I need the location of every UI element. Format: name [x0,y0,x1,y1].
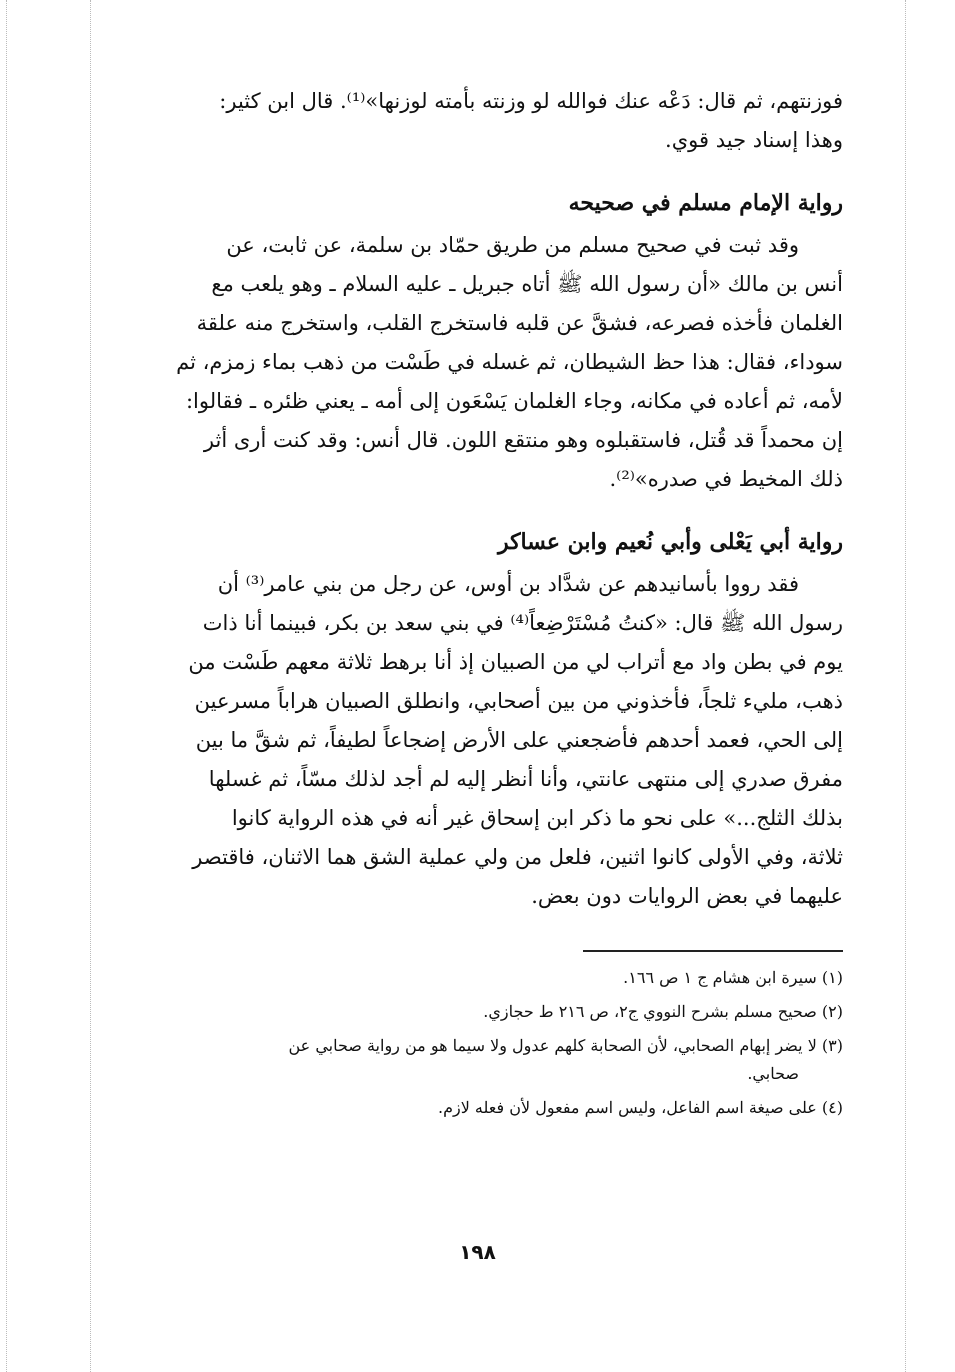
text-line: يوم في بطن واد مع أتراب لي من الصبيان إذ أنا برهط ثلاثة معهم طَسْت من [188,650,843,674]
section-heading-abu-yala: رواية أبي يَعْلى وأبي نُعيم وابن عساكر [497,529,843,555]
text-line: ثلاثة، وفي الأولى كانوا اثنين، فلعل من ولي عملية الشق هما الاثنان، فاقتصر [192,845,843,869]
intro-line-2: وهذا إسناد جيد قوي. [665,128,843,152]
section-abu-yala-paragraph [138,565,843,916]
scan-edge-left [6,0,7,1372]
text-line: فقد رووا بأسانيدهم عن شدَّاد بن أوس، عن رجل من بني عامر⁽³⁾ أن [217,572,799,596]
text-line: سوداء، فقال: هذا حظ الشيطان، ثم غسله في طَسْت من ذهب بماء زمزم، ثم [176,350,843,374]
footnote-separator [583,950,843,952]
text-line: ذهب، مليء ثلجاً، فأخذوني من بين أصحابي، وانطلق الصبيان هراباً مسرعين [194,689,843,713]
text-line: إن محمداً قد قُتل، فاستقبلوه وهو منتقع اللون. قال أنس: وقد كنت أرى أثر [203,428,843,452]
text-line: رسول الله ﷺ قال: «كنتُ مُسْتَرْضِعاً⁽⁴⁾ في بني سعد بن بكر، فبينما أنا ذات [202,611,843,635]
footnote-3-continuation: صحابي. [747,1064,799,1083]
page-body [138,82,843,1128]
text-line: ذلك المخيط في صدره»⁽²⁾. [609,467,843,491]
text-line: بذلك الثلج...» على نحو ما ذكر ابن إسحاق غير أنه في هذه الرواية كانوا [231,806,843,830]
text-line: لأمه، ثم أعاده في مكانه، وجاء الغلمان يَسْعَون إلى أمه ـ يعني ظئره ـ فقالوا: [185,389,843,413]
section-heading-muslim: رواية الإمام مسلم في صحيحه [568,190,843,216]
footnote-4: (٤) على صيغة اسم الفاعل، وليس اسم مفعول لأن فعله لازم. [437,1098,843,1117]
scan-guide-right [905,0,906,1372]
text-line: وقد ثبت في صحيح مسلم من طريق حمّاد بن سلمة، عن ثابت، عن [226,233,799,257]
intro-line-1: فوزنتهم، ثم قال: دَعْه عنك فوالله لو وزنته بأمته لوزنها»⁽¹⁾. قال ابن كثير: [219,89,843,113]
footnote-3: (٣) لا يضر إبهام الصحابي، لأن الصحابة كلهم عدول ولا سيما هو من رواية صحابي عن [288,1036,843,1055]
footnote-2: (٢) صحيح مسلم بشرح النووي ج٢، ص ٢١٦ ط حجازي. [483,1002,843,1021]
footnote-1: (١) سيرة ابن هشام ج ١ ص ١٦٦. [623,968,843,987]
text-line: مفرق صدري إلى منتهى عانتي، وأنا أنظر إليه لم أجد لذلك مسّاً، ثم غسلها [208,767,843,791]
text-line: إلى الحي، فعمد أحدهم فأضجعني على الأرض إضجاعاً لطيفاً، ثم شقَّ ما بين [195,728,843,752]
page-number: ١٩٨ [459,1240,496,1264]
text-line: عليهما في بعض الروايات دون بعض. [531,884,843,908]
intro-paragraph [138,82,843,160]
section-muslim-paragraph [138,226,843,499]
text-line: الغلمان فأخذه فصرعه، فشقَّ عن قلبه فاستخرج القلب، واستخرج منه علقة [196,311,843,335]
scan-guide-left [90,0,91,1372]
footnotes [138,964,843,1122]
text-line: أنس بن مالك «أن رسول الله ﷺ أتاه جبريل ـ عليه السلام ـ وهو يلعب مع [211,272,843,296]
